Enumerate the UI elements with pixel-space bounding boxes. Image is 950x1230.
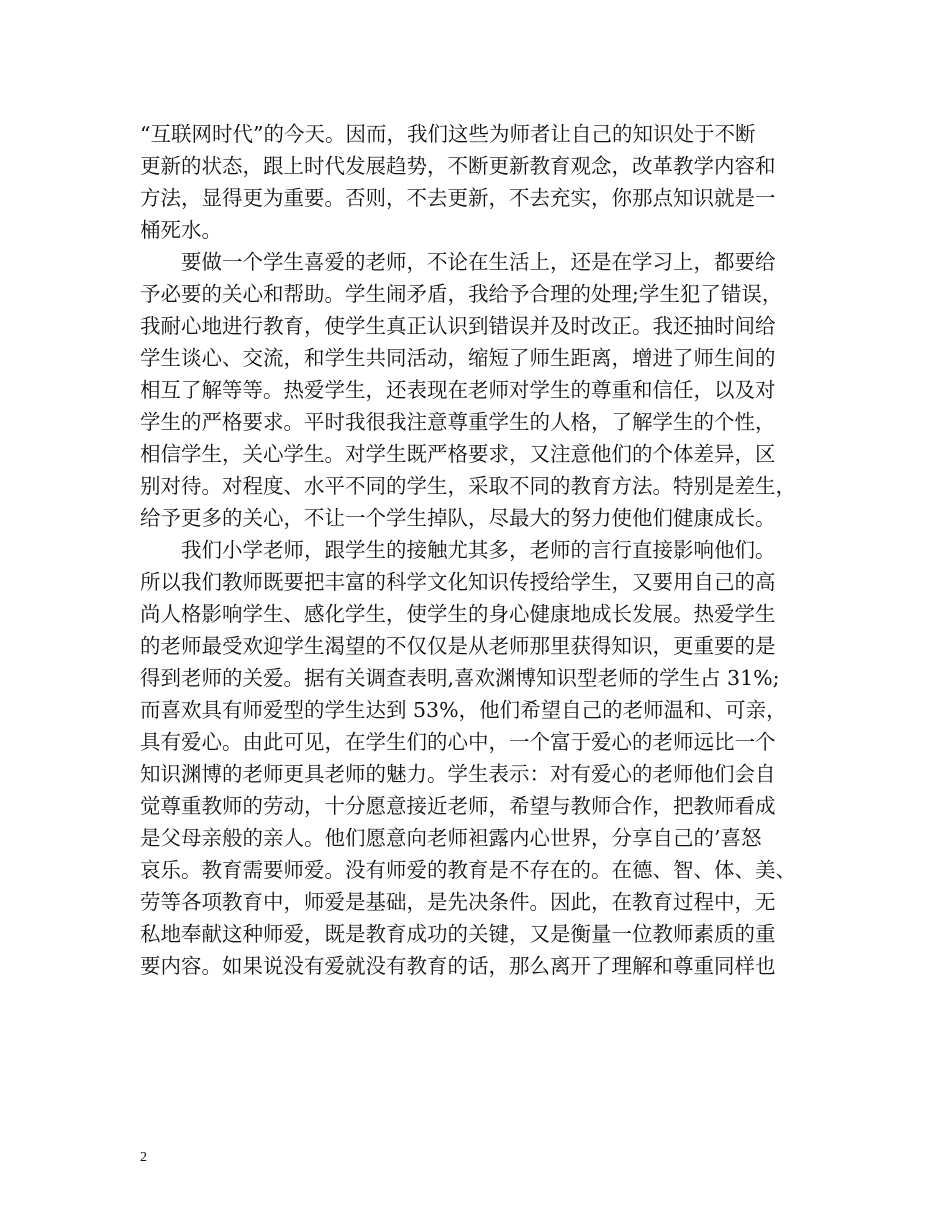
text-line: 更新的状态，跟上时代发展趋势，不断更新教育观念，改革教学内容和: [140, 154, 776, 178]
text-line: 相互了解等等。热爱学生，还表现在老师对学生的尊重和信任，以及对: [140, 378, 776, 402]
text-line: 所以我们教师既要把丰富的科学文化知识传授给学生，又要用自己的高: [140, 570, 776, 594]
text-line: 得到老师的关爱。据有关调查表明,喜欢渊博知识型老师的学生占 31%;: [140, 666, 780, 690]
page-number: 2: [140, 1150, 147, 1165]
text-line: 给予更多的关心，不让一个学生掉队，尽最大的努力使他们健康成长。: [140, 506, 776, 530]
text-line: 别对待。对程度、水平不同的学生，采取不同的教育方法。特别是差生，: [140, 474, 796, 498]
text-line: 具有爱心。由此可见，在学生们的心中，一个富于爱心的老师远比一个: [140, 730, 776, 754]
text-line: 我耐心地进行教育，使学生真正认识到错误并及时改正。我还抽时间给: [140, 314, 776, 338]
text-line: 知识渊博的老师更具老师的魅力。学生表示：对有爱心的老师他们会自: [140, 762, 776, 786]
body-text: [140, 118, 820, 982]
text-line: “互联网时代”的今天。因而，我们这些为师者让自己的知识处于不断: [140, 122, 756, 146]
text-line: 劳等各项教育中，师爱是基础，是先决条件。因此，在教育过程中，无: [140, 890, 776, 914]
text-line: 学生的严格要求。平时我很我注意尊重学生的人格，了解学生的个性，: [140, 410, 776, 434]
text-line: 方法，显得更为重要。否则，不去更新，不去充实，你那点知识就是一: [140, 186, 776, 210]
text-line: 予必要的关心和帮助。学生闹矛盾，我给予合理的处理;学生犯了错误，: [140, 282, 783, 306]
text-line: 是父母亲般的亲人。他们愿意向老师袒露内心世界，分享自己的’喜怒: [140, 826, 762, 850]
text-line: 我们小学老师，跟学生的接触尤其多，老师的言行直接影响他们。: [140, 538, 776, 562]
text-line: 私地奉献这种师爱，既是教育成功的关键，又是衡量一位教师素质的重: [140, 922, 776, 946]
text-line: 桶死水。: [140, 218, 222, 242]
text-line: 哀乐。教育需要师爱。没有师爱的教育是不存在的。在德、智、体、美、: [140, 858, 796, 882]
text-line: 觉尊重教师的劳动，十分愿意接近老师，希望与教师合作，把教师看成: [140, 794, 776, 818]
text-line: 相信学生，关心学生。对学生既严格要求，又注意他们的个体差异，区: [140, 442, 776, 466]
text-line: 的老师最受欢迎学生渴望的不仅仅是从老师那里获得知识，更重要的是: [140, 634, 776, 658]
text-line: 而喜欢具有师爱型的学生达到 53%，他们希望自己的老师温和、可亲，: [140, 698, 787, 722]
text-line: 尚人格影响学生、感化学生，使学生的身心健康地成长发展。热爱学生: [140, 602, 776, 626]
text-line: 学生谈心、交流，和学生共同活动，缩短了师生距离，增进了师生间的: [140, 346, 776, 370]
text-line: 要做一个学生喜爱的老师，不论在生活上，还是在学习上，都要给: [140, 250, 776, 274]
text-line: 要内容。如果说没有爱就没有教育的话，那么离开了理解和尊重同样也: [140, 954, 776, 978]
